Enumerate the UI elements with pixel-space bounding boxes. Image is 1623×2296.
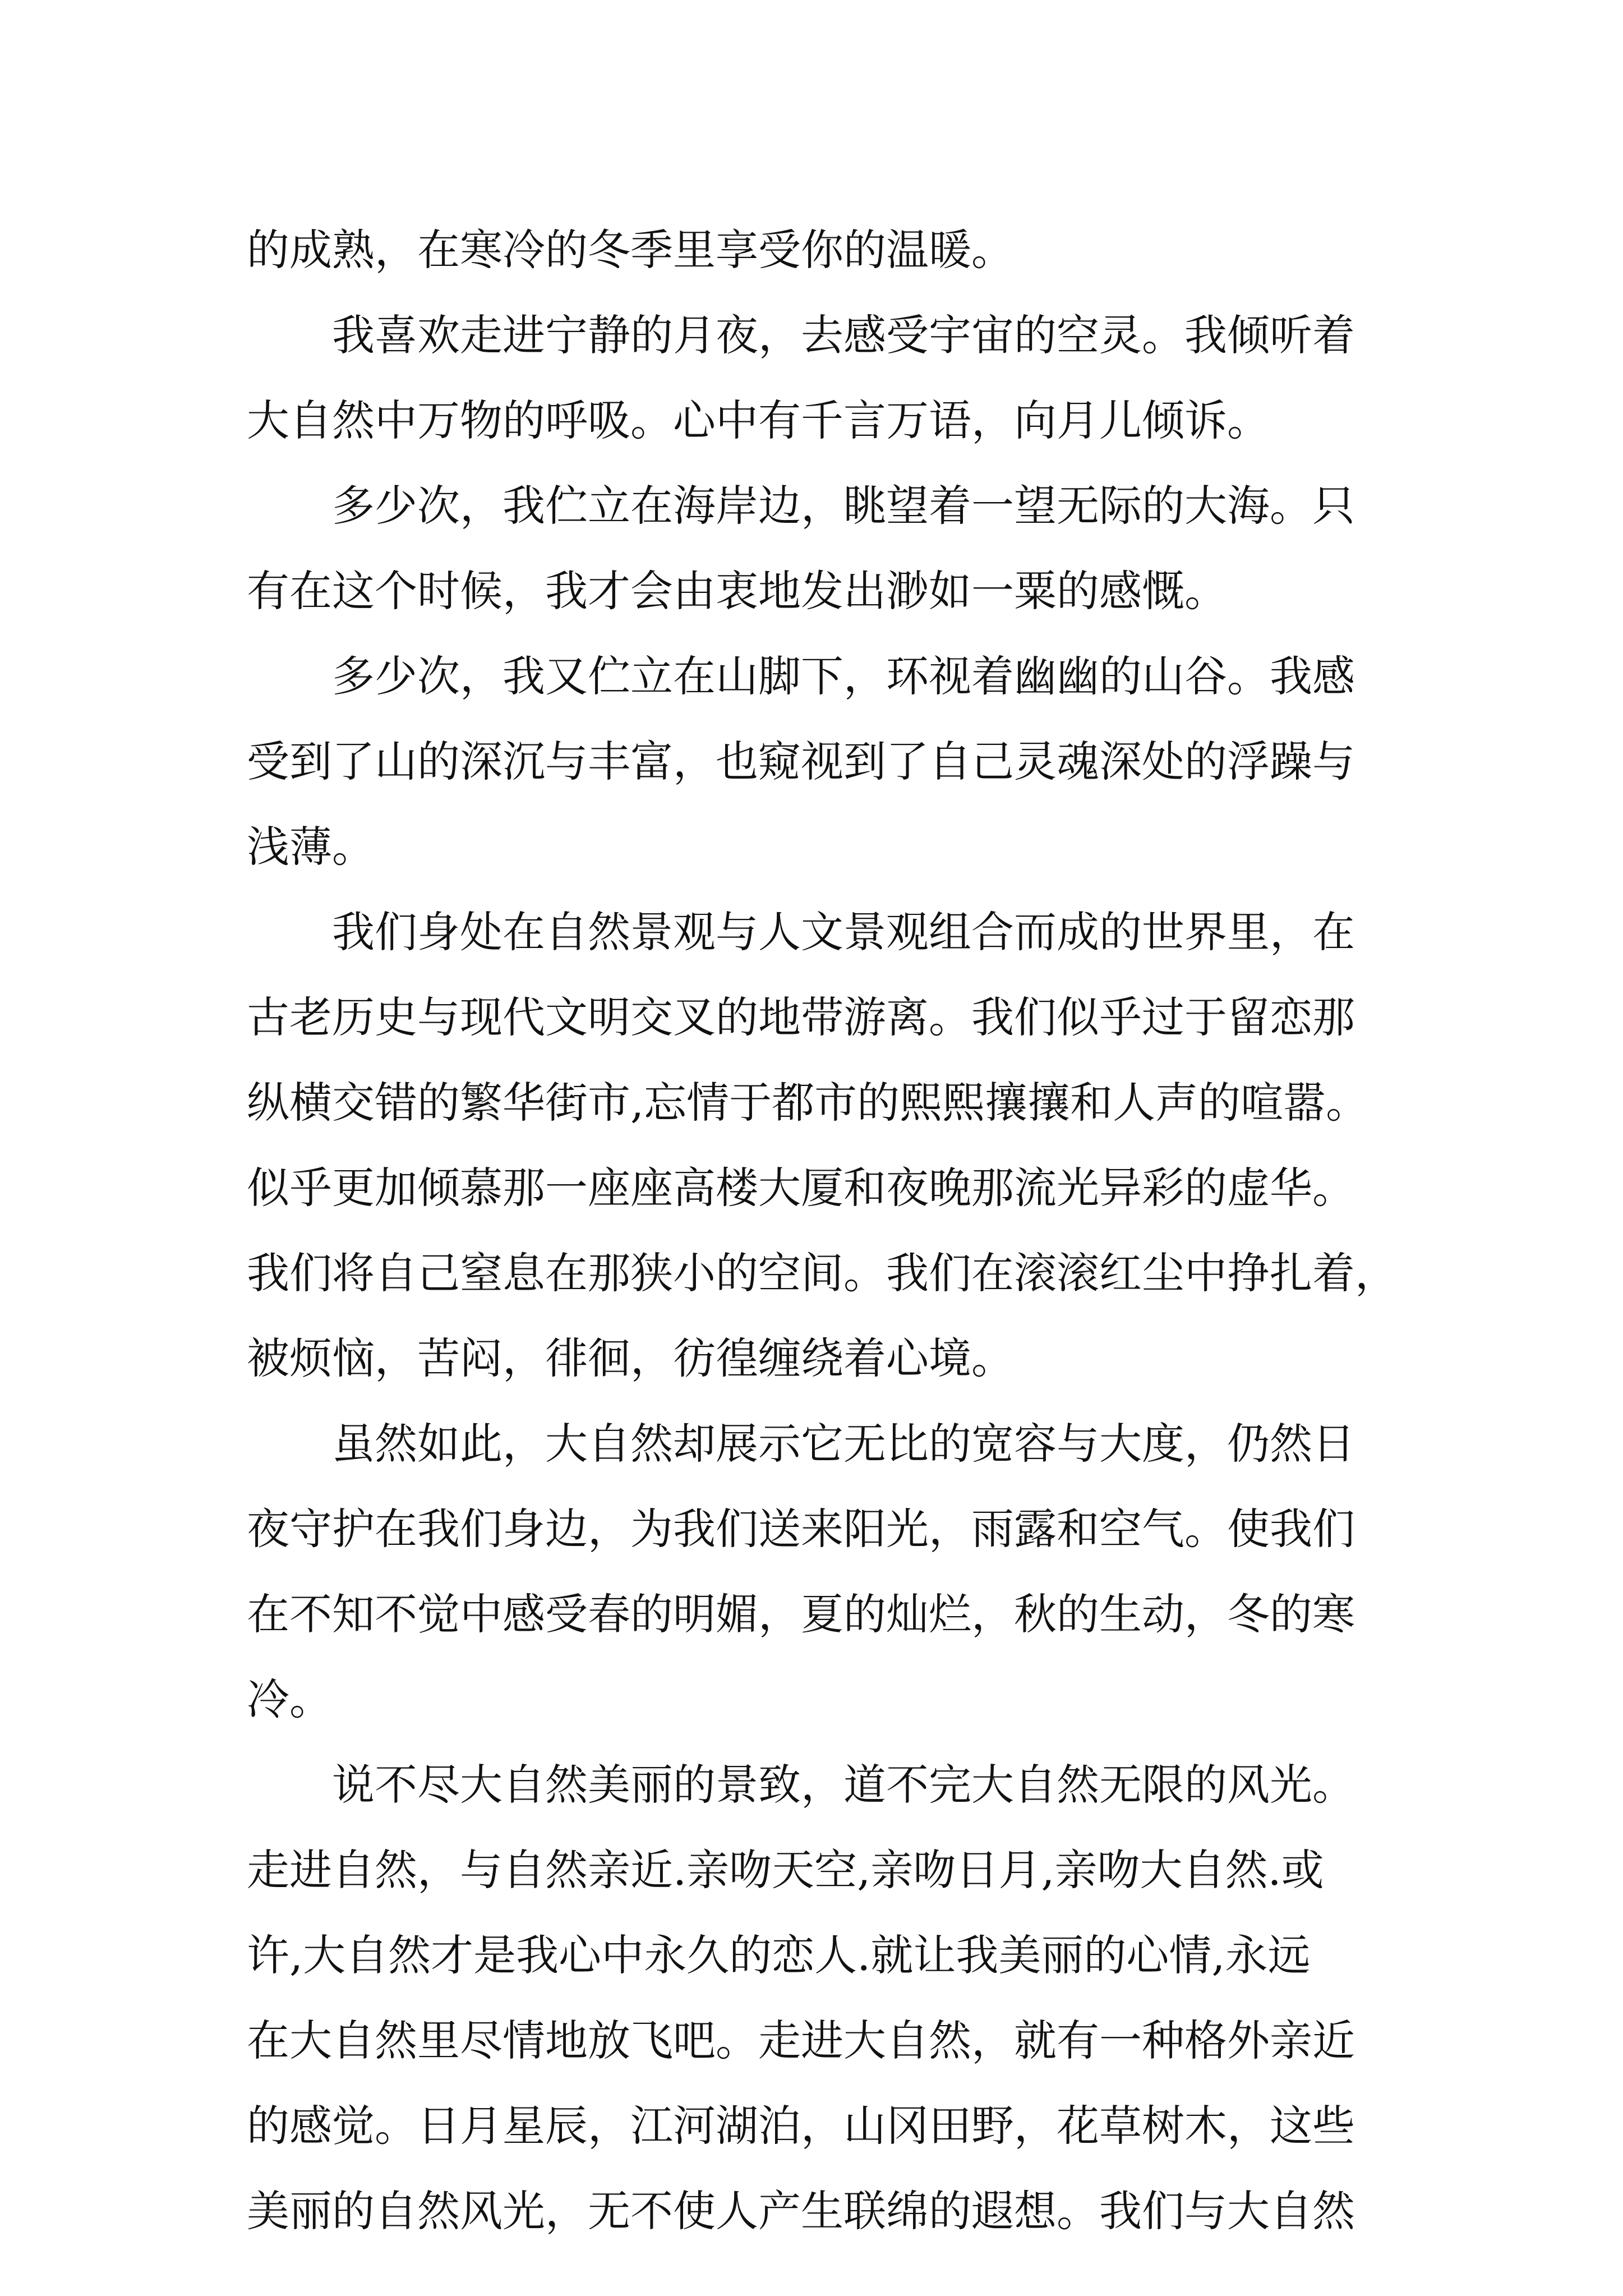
text-line: 多少次，我伫立在海岸边，眺望着一望无际的大海。只 <box>332 481 1355 531</box>
text-line: 走进自然，与自然亲近.亲吻天空,亲吻日月,亲吻大自然.或 <box>247 1845 1324 1895</box>
text-line: 冷。 <box>247 1674 332 1724</box>
text-line: 浅薄。 <box>247 822 375 872</box>
text-line: 我们将自己窒息在那狭小的空间。我们在滚滚红尘中挣扎着， <box>247 1248 1398 1298</box>
text-line: 被烦恼，苦闷，徘徊，彷徨缠绕着心境。 <box>247 1333 1014 1383</box>
text-line: 的成熟，在寒冷的冬季里享受你的温暖。 <box>247 225 1014 275</box>
text-line: 在大自然里尽情地放飞吧。走进大自然，就有一种格外亲近 <box>247 2016 1355 2065</box>
text-line: 多少次，我又伫立在山脚下，环视着幽幽的山谷。我感 <box>332 651 1355 701</box>
text-line: 纵横交错的繁华街市,忘情于都市的熙熙攘攘和人声的喧嚣。 <box>247 1078 1369 1128</box>
text-line: 我们身处在自然景观与人文景观组合而成的世界里，在 <box>332 907 1355 957</box>
text-line: 说不尽大自然美丽的景致，道不完大自然无限的风光。 <box>332 1760 1355 1810</box>
text-line: 夜守护在我们身边，为我们送来阳光，雨露和空气。使我们 <box>247 1504 1355 1554</box>
text-line: 虽然如此，大自然却展示它无比的宽容与大度，仍然日 <box>332 1419 1355 1469</box>
text-line: 受到了山的深沉与丰富，也窥视到了自己灵魂深处的浮躁与 <box>247 737 1355 786</box>
text-line: 有在这个时候，我才会由衷地发出渺如一粟的感慨。 <box>247 566 1227 616</box>
text-line: 的感觉。日月星辰，江河湖泊，山冈田野，花草树木，这些 <box>247 2101 1355 2151</box>
text-line: 大自然中万物的呼吸。心中有千言万语，向月儿倾诉。 <box>247 395 1270 445</box>
text-line: 美丽的自然风光，无不使人产生联绵的遐想。我们与大自然 <box>247 2186 1355 2236</box>
text-line: 似乎更加倾慕那一座座高楼大厦和夜晚那流光异彩的虚华。 <box>247 1163 1355 1213</box>
text-line: 古老历史与现代文明交叉的地带游离。我们似乎过于留恋那 <box>247 992 1355 1042</box>
text-line: 在不知不觉中感受春的明媚，夏的灿烂，秋的生动，冬的寒 <box>247 1589 1355 1639</box>
text-line: 许,大自然才是我心中永久的恋人.就让我美丽的心情,永远 <box>247 1930 1311 1980</box>
text-line: 我喜欢走进宁静的月夜，去感受宇宙的空灵。我倾听着 <box>332 310 1355 360</box>
text-body <box>247 208 1424 2254</box>
